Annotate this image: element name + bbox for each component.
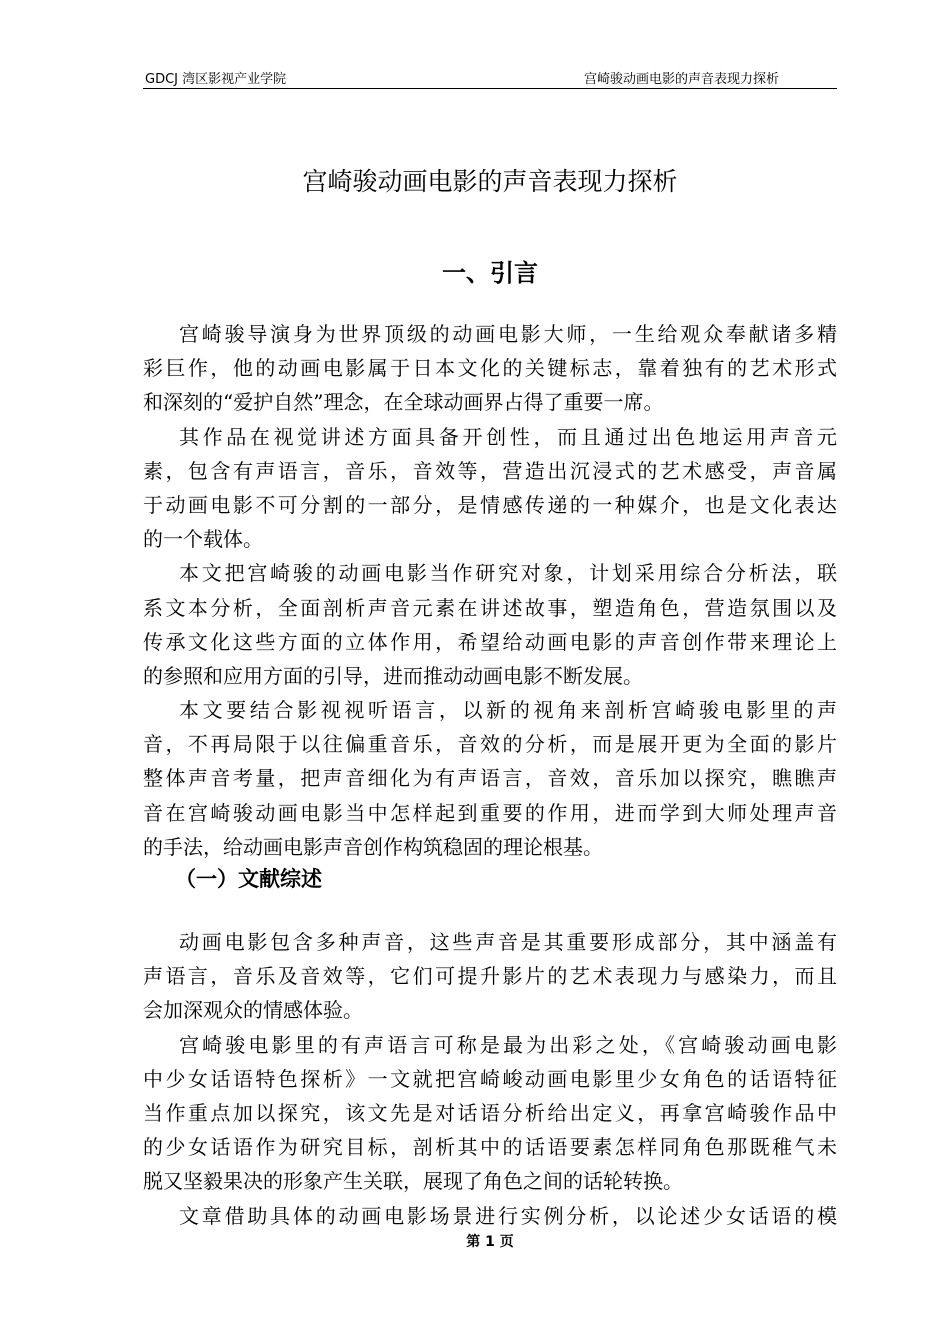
paragraph-line: 本文要结合影视视听语言，以新的视角来剖析宫崎骏电影里的声 xyxy=(179,698,837,723)
paragraph-line: 整体声音考量，把声音细化为有声语言，音效，音乐加以探究，瞧瞧声 xyxy=(143,766,837,791)
header-institution: GDCJ 湾区影视产业学院 xyxy=(145,72,287,87)
paragraph-line: 传承文化这些方面的立体作用，希望给动画电影的声音创作带来理论上 xyxy=(143,629,837,654)
introduction-body xyxy=(143,317,837,864)
paragraph-line: 的手法，给动画电影声音创作构筑稳固的理论根基。 xyxy=(143,834,603,859)
paragraph-line: 的参照和应用方面的引导，进而推动动画电影不断发展。 xyxy=(143,663,643,688)
paragraph-line: 系文本分析，全面剖析声音元素在讲述故事，塑造角色，营造氛围以及 xyxy=(143,595,837,620)
literature-review-body xyxy=(143,925,837,1233)
paragraph-line: 中少女话语特色探析》一文就把宫崎峻动画电影里少女角色的话语特征 xyxy=(143,1066,837,1091)
paragraph-line: 脱又坚毅果决的形象产生关联，展现了角色之间的话轮转换。 xyxy=(143,1169,683,1194)
section-heading-introduction: 一、引言 xyxy=(442,259,538,287)
paragraph-line: 动画电影包含多种声音，这些声音是其重要形成部分，其中涵盖有 xyxy=(179,930,837,954)
page-header xyxy=(143,64,837,89)
paragraph-line: 声语言，音乐及音效等，它们可提升影片的艺术表现力与感染力，而且 xyxy=(143,964,837,989)
paragraph-line: 彩巨作，他的动画电影属于日本文化的关键标志，靠着独有的艺术形式 xyxy=(143,356,837,381)
paragraph-line: 文章借助具体的动画电影场景进行实例分析，以论述少女话语的模 xyxy=(179,1203,837,1228)
page-number: 第 1 页 xyxy=(466,1234,514,1250)
paragraph-line: 音，不再局限于以往偏重音乐，音效的分析，而是展开更为全面的影片 xyxy=(143,732,837,757)
paragraph-line: 于动画电影不可分割的一部分，是情感传递的一种媒介，也是文化表达 xyxy=(143,492,837,517)
paragraph-line: 其作品在视觉讲述方面具备开创性，而且通过出色地运用声音元 xyxy=(179,424,837,449)
paragraph-line: 音在宫崎骏动画电影当中怎样起到重要的作用，进而学到大师处理声音 xyxy=(143,800,837,825)
paragraph-line: 当作重点加以探究，该文先是对话语分析给出定义，再拿宫崎骏作品中 xyxy=(143,1100,837,1125)
paragraph-line: 本文把宫崎骏的动画电影当作研究对象，计划采用综合分析法，联 xyxy=(179,561,837,586)
document-title: 宫崎骏动画电影的声音表现力探析 xyxy=(302,167,678,196)
paragraph-line: 的一个载体。 xyxy=(143,527,263,552)
paragraph-line: 和深刻的“爱护自然”理念，在全球动画界占得了重要一席。 xyxy=(143,390,664,415)
header-running-title: 宫崎骏动画电影的声音表现力探析 xyxy=(583,72,779,87)
subsection-heading-literature-review: （一）文献综述 xyxy=(175,867,322,891)
paragraph-line: 素，包含有声语言，音乐，音效等，营造出沉浸式的艺术感受，声音属 xyxy=(143,458,837,483)
paragraph-line: 的少女话语作为研究目标，剖析其中的话语要素怎样同角色那既稚气未 xyxy=(143,1135,837,1160)
paragraph-line: 宫崎骏电影里的有声语言可称是最为出彩之处，《宫崎骏动画电影 xyxy=(179,1032,837,1057)
paragraph-line: 会加深观众的情感体验。 xyxy=(143,998,363,1023)
paragraph-line: 宫崎骏导演身为世界顶级的动画电影大师，一生给观众奉献诸多精 xyxy=(179,322,837,346)
